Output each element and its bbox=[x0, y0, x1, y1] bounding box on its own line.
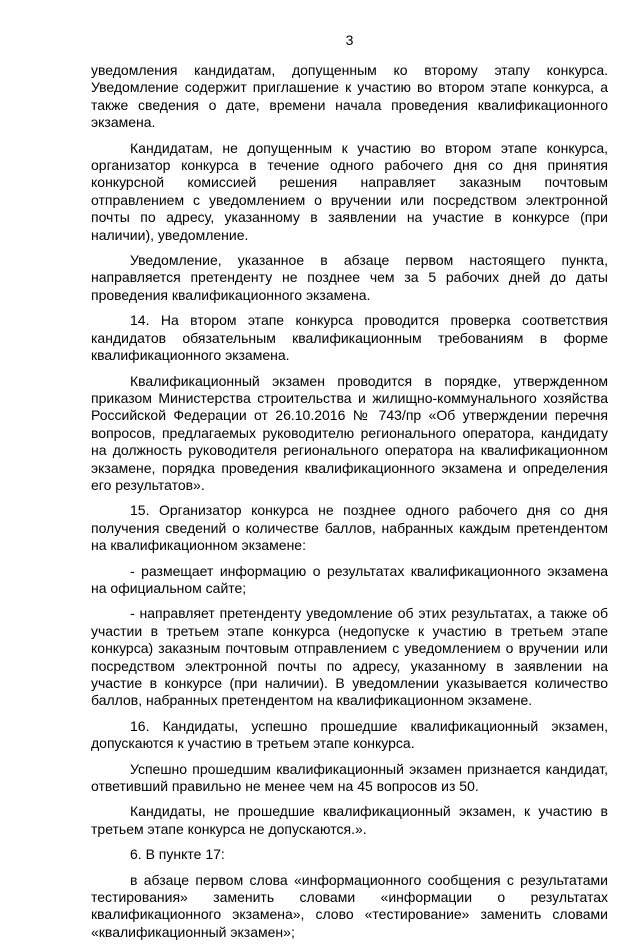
paragraph-item-15: 15. Организатор конкурса не позднее одного рабочего дня со дня получения сведений о количестве баллов, набранных каждым претендентом на квалификационном экзамене: bbox=[91, 502, 608, 554]
paragraph-continuation: уведомления кандидатам, допущенным ко второму этапу конкурса. Уведомление содержит приглашение к участию во втором этапе конкурса, а также сведения о дате, времени начала проведения квалификационного экзамена. bbox=[91, 62, 608, 131]
list-item: - направляет претенденту уведомление об этих результатах, а также об участии в третьем этапе конкурса (недопуске к участию в третьем этапе конкурса) заказным почтовым отправлением с уведомлением о вручении или посредством электронной почты по адресу, указанному в заявлении на участие в конкурсе (при наличии). В уведомлении указывается количество баллов, набранных претендентом на квалификационном экзамене. bbox=[91, 605, 608, 709]
document-page bbox=[91, 0, 608, 940]
paragraph-item-16: 16. Кандидаты, успешно прошедшие квалификационный экзамен, допускаются к участию в третьем этапе конкурса. bbox=[91, 717, 608, 752]
paragraph: Кандидатам, не допущенным к участию во втором этапе конкурса, организатор конкурса в течение одного рабочего дня со дня принятия конкурсной комиссией решения направляет заказным почтовым отправлением с уведомлением о вручении или посредством электронной почты по адресу, указанному в заявлении на участие в конкурсе (при наличии), уведомление. bbox=[91, 139, 608, 243]
paragraph-item-6: 6. В пункте 17: bbox=[130, 846, 225, 863]
paragraph: в абзаце первом слова «информационного сообщения с результатами тестирования» заменить словами «информации о результатах квалификационного экзамена», слово «тестирование» заменить словами «квалификационный экзамен»; bbox=[91, 871, 608, 940]
document-body bbox=[91, 62, 608, 949]
paragraph: Успешно прошедшим квалификационный экзамен признается кандидат, ответивший правильно не менее чем на 45 вопросов из 50. bbox=[91, 760, 608, 795]
page-number: 3 bbox=[345, 32, 354, 48]
paragraph: Уведомление, указанное в абзаце первом настоящего пункта, направляется претенденту не позднее чем за 5 рабочих дней до даты проведения квалификационного экзамена. bbox=[91, 252, 608, 303]
paragraph-item-14: 14. На втором этапе конкурса проводится проверка соответствия кандидатов обязательным квалификационным требованиям в форме квалификационного экзамена. bbox=[91, 312, 608, 364]
paragraph: Кандидаты, не прошедшие квалификационный экзамен, к участию в третьем этапе конкурса не допускаются.». bbox=[91, 803, 608, 837]
paragraph: Квалификационный экзамен проводится в порядке, утвержденном приказом Министерства строительства и жилищно-коммунального хозяйства Российской Федерации от 26.10.2016 № 743/пр «Об утверждении перечня вопросов, предлагаемых руководителю регионального оператора, кандидату на должность руководителя регионального оператора на квалификационном экзамене, порядка проведения квалификационного экзамена и определения его результатов». bbox=[91, 372, 608, 493]
list-item: - размещает информацию о результатах квалификационного экзамена на официальном сайте; bbox=[91, 562, 608, 596]
